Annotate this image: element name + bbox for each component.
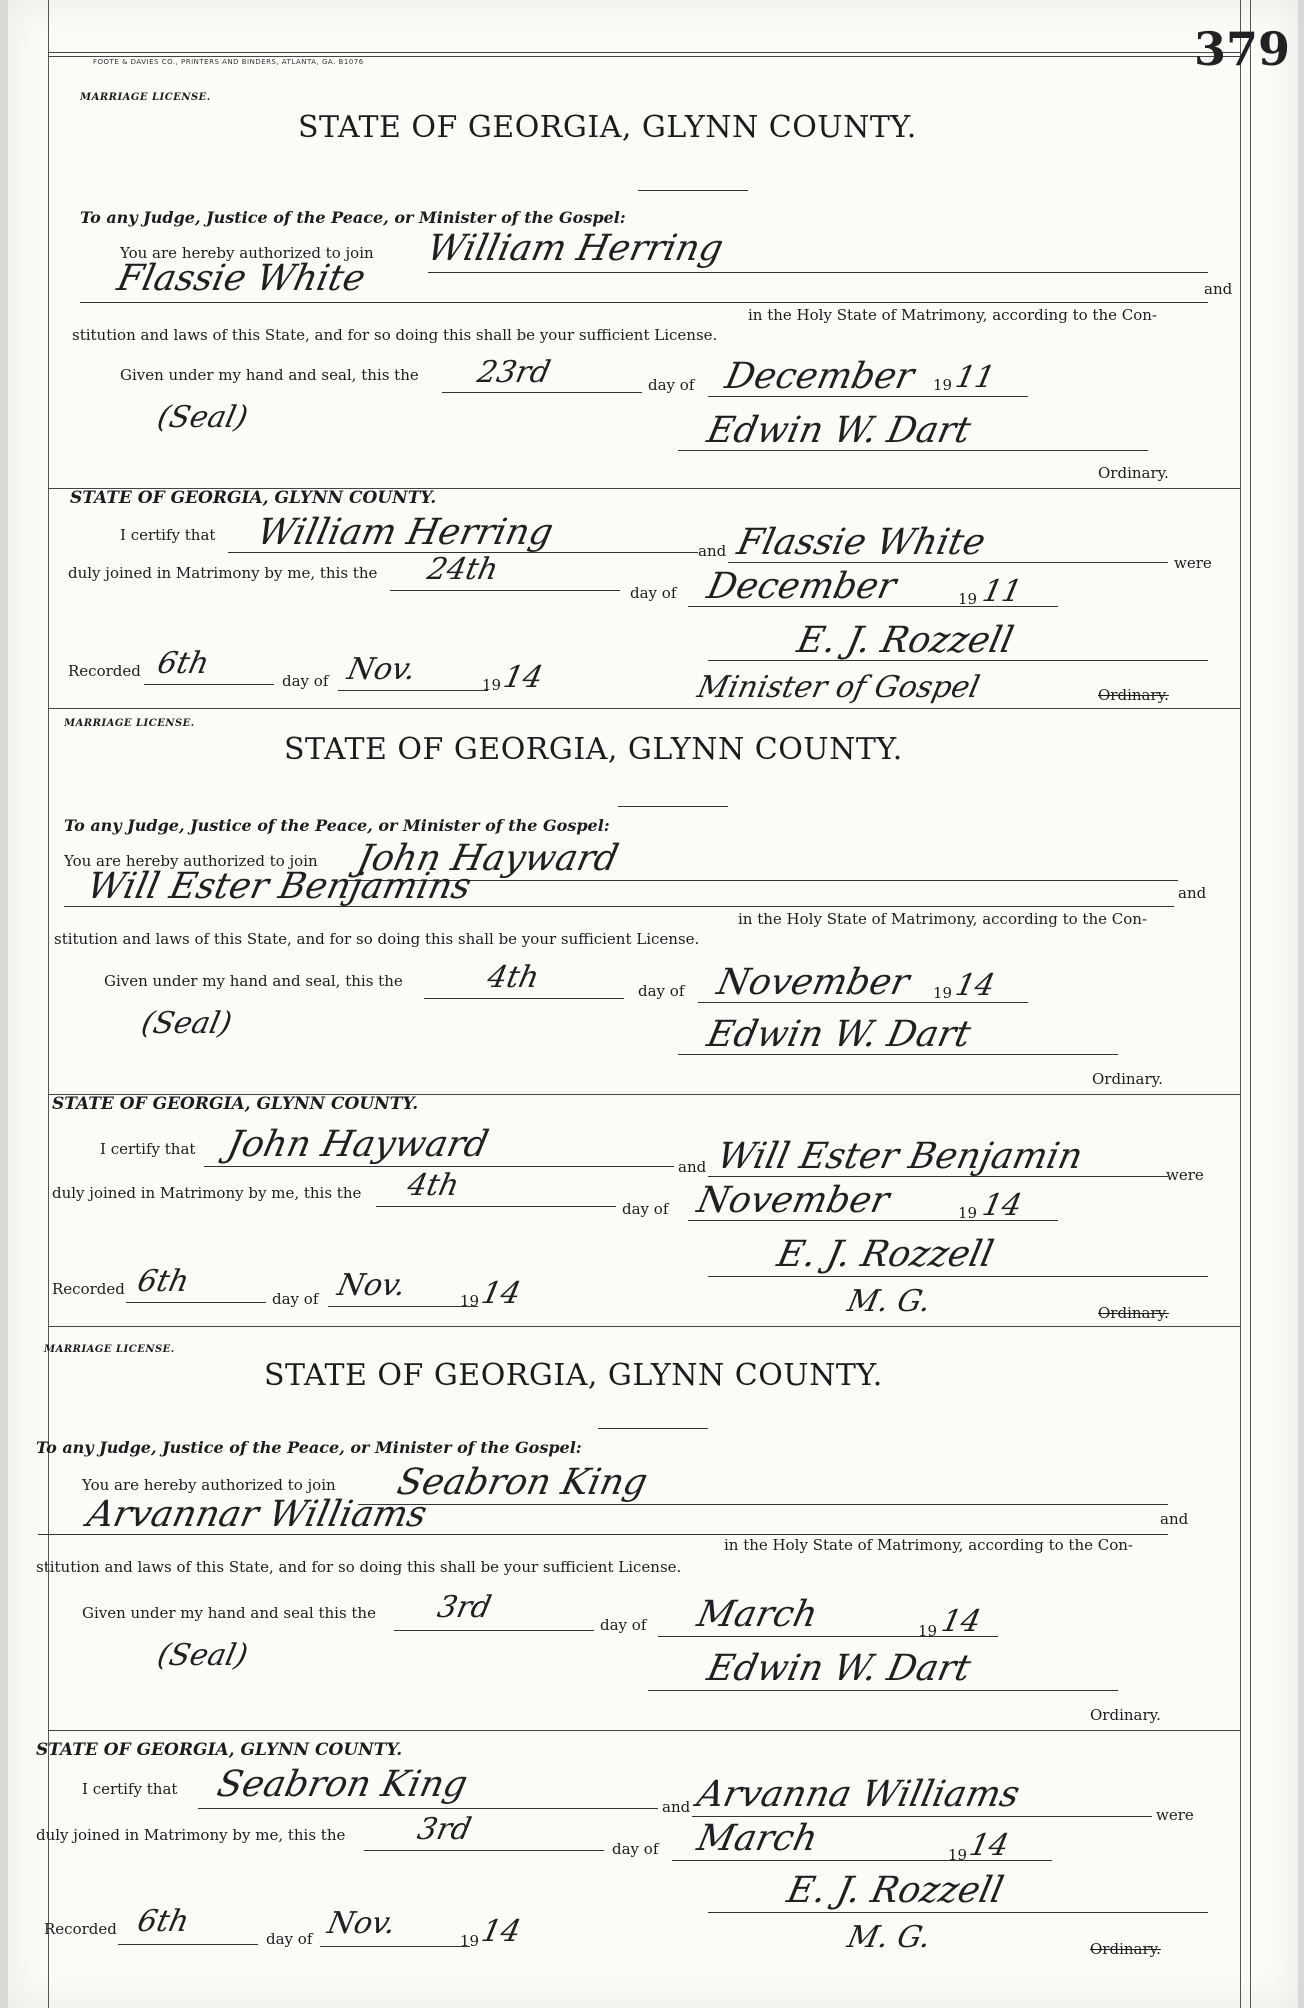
license-year-prefix: 19 — [933, 376, 953, 394]
license-tag: MARRIAGE LICENSE. — [80, 92, 211, 103]
groom-name: William Herring — [423, 228, 727, 269]
day-of-label: day of — [648, 376, 695, 394]
given-label: Given under my hand and seal this the — [82, 1604, 376, 1622]
cert-and-label: and — [678, 1158, 707, 1176]
and-label: and — [1160, 1510, 1189, 1528]
authorized-label: You are hereby authorized to join — [120, 244, 374, 262]
ordinary-struck: Ordinary. — [1098, 1304, 1169, 1322]
duly-label: duly joined in Matrimony by me, this the — [52, 1184, 362, 1202]
recorded-year-prefix: 19 — [482, 676, 502, 694]
license-tag: MARRIAGE LICENSE. — [44, 1344, 175, 1355]
title-rule — [598, 1428, 708, 1429]
officiant-title: M. G. — [844, 1920, 934, 1955]
bride-name: Flassie White — [113, 258, 369, 299]
recorded-label: Recorded — [68, 662, 141, 680]
certify-label: I certify that — [100, 1140, 196, 1158]
license-month: November — [713, 962, 913, 1003]
cert-groom: Seabron King — [213, 1764, 471, 1805]
license-year-prefix: 19 — [918, 1622, 938, 1640]
recorded-year-prefix: 19 — [460, 1932, 480, 1950]
day-of-label: day of — [600, 1616, 647, 1634]
recorded-day-of-label: day of — [272, 1290, 319, 1308]
married-year-prefix: 19 — [948, 1846, 968, 1864]
married-month: November — [693, 1180, 893, 1221]
authorized-label: You are hereby authorized to join — [82, 1476, 336, 1494]
bride-name: Arvannar Williams — [83, 1494, 431, 1535]
ordinary-label: Ordinary. — [1092, 1070, 1163, 1088]
address-line: To any Judge, Justice of the Peace, or Minister of the Gospel: — [80, 208, 626, 227]
officiant-signature: E. J. Rozzell — [793, 620, 1018, 661]
seal-mark: (Seal) — [154, 1638, 251, 1673]
officiant-title: Minister of Gospel — [694, 670, 983, 705]
ordinary-signature: Edwin W. Dart — [703, 1648, 975, 1689]
ledger-page — [8, 0, 1298, 2008]
recorded-month: Nov. — [344, 652, 419, 687]
license-year: 14 — [952, 968, 998, 1003]
cert-heading: STATE OF GEORGIA, GLYNN COUNTY. — [70, 488, 437, 508]
recorded-day: 6th — [134, 1904, 193, 1939]
license-title: STATE OF GEORGIA, GLYNN COUNTY. — [298, 110, 917, 145]
duly-label: duly joined in Matrimony by me, this the — [36, 1826, 346, 1844]
license-month: December — [721, 356, 918, 397]
recorded-year: 14 — [478, 1276, 524, 1311]
recorded-month: Nov. — [334, 1268, 409, 1303]
ordinary-signature: Edwin W. Dart — [703, 410, 975, 451]
certify-label: I certify that — [120, 526, 216, 544]
were-label: were — [1174, 554, 1212, 572]
given-label: Given under my hand and seal, this the — [120, 366, 419, 384]
recorded-day-of-label: day of — [282, 672, 329, 690]
married-year: 14 — [979, 1188, 1025, 1223]
seal-mark: (Seal) — [154, 400, 251, 435]
cert-heading: STATE OF GEORGIA, GLYNN COUNTY. — [52, 1094, 419, 1114]
recorded-year: 14 — [478, 1914, 524, 1949]
right-margin-line-2 — [1250, 0, 1251, 2008]
holy-state-label: in the Holy State of Matrimony, according to the Con- — [724, 1536, 1133, 1554]
ordinary-signature: Edwin W. Dart — [703, 1014, 975, 1055]
recorded-year: 14 — [500, 660, 546, 695]
cert-day-of-label: day of — [612, 1840, 659, 1858]
title-rule — [638, 190, 748, 191]
ordinary-struck: Ordinary. — [1098, 686, 1169, 704]
printer-imprint: FOOTE & DAVIES CO., PRINTERS AND BINDERS, ATLANTA, GA. B1076 — [93, 58, 364, 66]
married-day: 24th — [424, 552, 502, 587]
recorded-year-prefix: 19 — [460, 1292, 480, 1310]
page-number: 379 — [1194, 22, 1291, 76]
were-label: were — [1166, 1166, 1204, 1184]
and-label: and — [1204, 280, 1233, 298]
cert-day-of-label: day of — [622, 1200, 669, 1218]
cert-bride: Will Ester Benjamin — [713, 1136, 1087, 1177]
license-day: 23rd — [474, 355, 554, 390]
right-margin-line — [1240, 0, 1241, 2008]
cert-bride: Arvanna Williams — [693, 1774, 1024, 1815]
duly-label: duly joined in Matrimony by me, this the — [68, 564, 378, 582]
groom-name: John Hayward — [353, 838, 623, 879]
officiant-signature: E. J. Rozzell — [773, 1234, 998, 1275]
married-year: 11 — [979, 574, 1025, 609]
married-year-prefix: 19 — [958, 1204, 978, 1222]
top-rule — [48, 52, 1240, 53]
address-line: To any Judge, Justice of the Peace, or Minister of the Gospel: — [64, 816, 610, 835]
license-month: March — [693, 1594, 822, 1635]
recorded-label: Recorded — [52, 1280, 125, 1298]
constitution-label: stitution and laws of this State, and for so doing this shall be your sufficient License. — [72, 326, 718, 344]
married-day: 4th — [404, 1168, 463, 1203]
cert-and-label: and — [662, 1798, 691, 1816]
address-line: To any Judge, Justice of the Peace, or Minister of the Gospel: — [36, 1438, 582, 1457]
title-rule — [618, 806, 728, 807]
recorded-day-of-label: day of — [266, 1930, 313, 1948]
left-margin-line — [48, 0, 49, 2008]
day-of-label: day of — [638, 982, 685, 1000]
license-day: 3rd — [434, 1590, 495, 1625]
married-month: December — [703, 566, 900, 607]
license-title: STATE OF GEORGIA, GLYNN COUNTY. — [264, 1358, 883, 1393]
were-label: were — [1156, 1806, 1194, 1824]
ordinary-label: Ordinary. — [1098, 464, 1169, 482]
cert-and-label: and — [698, 542, 727, 560]
married-day: 3rd — [414, 1812, 475, 1847]
license-year: 14 — [938, 1604, 984, 1639]
cert-heading: STATE OF GEORGIA, GLYNN COUNTY. — [36, 1740, 403, 1760]
recorded-month: Nov. — [324, 1906, 399, 1941]
given-label: Given under my hand and seal, this the — [104, 972, 403, 990]
license-year-prefix: 19 — [933, 984, 953, 1002]
married-year: 14 — [966, 1828, 1012, 1863]
constitution-label: stitution and laws of this State, and for so doing this shall be your sufficient License. — [36, 1558, 682, 1576]
bride-name: Will Ester Benjamins — [83, 866, 475, 907]
authorized-label: You are hereby authorized to join — [64, 852, 318, 870]
officiant-title: M. G. — [844, 1284, 934, 1319]
cert-groom: William Herring — [253, 512, 557, 553]
groom-name: Seabron King — [393, 1462, 651, 1503]
cert-groom: John Hayward — [223, 1124, 493, 1165]
and-label: and — [1178, 884, 1207, 902]
holy-state-label: in the Holy State of Matrimony, according to the Con- — [738, 910, 1147, 928]
officiant-signature: E. J. Rozzell — [783, 1870, 1008, 1911]
cert-bride: Flassie White — [733, 522, 989, 563]
holy-state-label: in the Holy State of Matrimony, according to the Con- — [748, 306, 1157, 324]
recorded-day: 6th — [154, 646, 213, 681]
seal-mark: (Seal) — [138, 1006, 235, 1041]
recorded-day: 6th — [134, 1264, 193, 1299]
constitution-label: stitution and laws of this State, and for so doing this shall be your sufficient License. — [54, 930, 700, 948]
cert-day-of-label: day of — [630, 584, 677, 602]
license-year: 11 — [952, 360, 998, 395]
married-year-prefix: 19 — [958, 590, 978, 608]
top-rule-2 — [48, 56, 1240, 57]
license-title: STATE OF GEORGIA, GLYNN COUNTY. — [284, 732, 903, 767]
license-tag: MARRIAGE LICENSE. — [64, 718, 195, 729]
married-month: March — [693, 1818, 822, 1859]
license-day: 4th — [484, 960, 543, 995]
ordinary-label: Ordinary. — [1090, 1706, 1161, 1724]
recorded-label: Recorded — [44, 1920, 117, 1938]
ordinary-struck: Ordinary. — [1090, 1940, 1161, 1958]
certify-label: I certify that — [82, 1780, 178, 1798]
